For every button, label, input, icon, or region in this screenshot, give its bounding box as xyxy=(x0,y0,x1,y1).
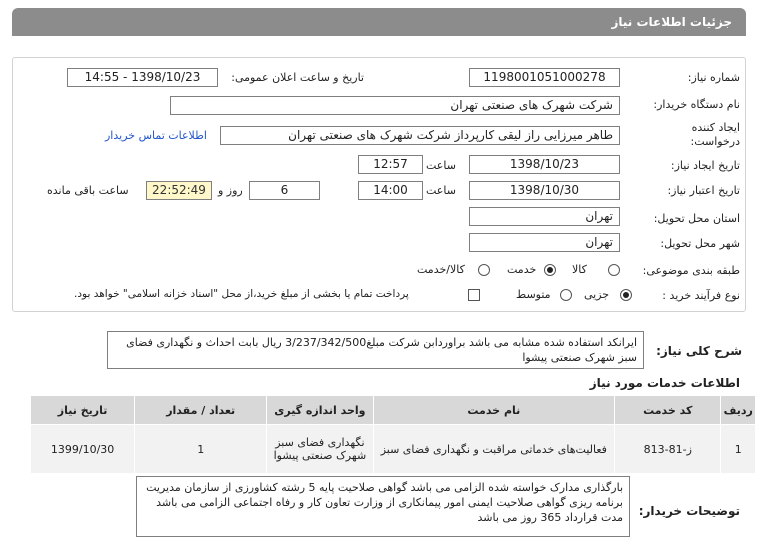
creator-label: ایجاد کننده درخواست: xyxy=(690,121,740,148)
cell-code: ز-81-813 xyxy=(615,425,721,474)
province-field: تهران xyxy=(469,207,620,226)
category-option-goods: کالا xyxy=(572,263,587,276)
category-radio-service[interactable] xyxy=(544,264,556,276)
cell-unit: نگهداری فضای سبز شهرک صنعتی پیشوا xyxy=(267,425,373,474)
summary-label: شرح کلی نیاز: xyxy=(656,344,742,358)
buyer-org-label: نام دستگاه خریدار: xyxy=(653,98,740,111)
col-header-row: ردیف xyxy=(721,396,756,425)
summary-text: ایرانکد استفاده شده مشابه می باشد براوردابن شرکت مبلغ3/237/342/500 ریال بابت احداث و نگهداری فضای سبز شهرک صنعتی پیشوا xyxy=(107,331,644,369)
treasury-checkbox[interactable] xyxy=(468,289,480,301)
services-table xyxy=(30,395,756,474)
created-time-label: ساعت xyxy=(426,159,456,172)
remaining-time-field: 22:52:49 xyxy=(146,181,212,200)
cell-date: 1399/10/30 xyxy=(31,425,135,474)
buyer-contact-link[interactable]: اطلاعات تماس خریدار xyxy=(105,129,207,142)
created-date-label: تاریخ ایجاد نیاز: xyxy=(670,159,740,172)
col-header-unit: واحد اندازه گیری xyxy=(267,396,373,425)
buyer-org-field: شرکت شهرک های صنعتی تهران xyxy=(170,96,620,115)
created-date-field: 1398/10/23 xyxy=(469,155,620,174)
process-option-minor: جزیی xyxy=(584,288,610,301)
process-radio-minor[interactable] xyxy=(620,289,632,301)
city-label: شهر محل تحویل: xyxy=(660,237,740,250)
treasury-note: پرداخت تمام یا بخشی از مبلغ خرید،از محل "اسناد خزانه اسلامی" خواهد بود. xyxy=(74,288,409,300)
city-field: تهران xyxy=(469,233,620,252)
announce-label: تاریخ و ساعت اعلان عمومی: xyxy=(231,71,364,84)
valid-date-label: تاریخ اعتبار نیاز: xyxy=(667,184,740,197)
valid-date-field: 1398/10/30 xyxy=(469,181,620,200)
cell-row: 1 xyxy=(721,425,756,474)
category-option-service: خدمت xyxy=(507,263,537,276)
cell-qty: 1 xyxy=(135,425,267,474)
col-header-code: کد خدمت xyxy=(615,396,721,425)
page-title: جزئیات اطلاعات نیاز xyxy=(12,8,746,36)
category-radio-goods[interactable] xyxy=(608,264,620,276)
table-row xyxy=(31,425,756,474)
days-label: روز و xyxy=(218,184,243,197)
process-radio-medium[interactable] xyxy=(560,289,572,301)
need-number-field: 1198001051000278 xyxy=(469,68,620,87)
col-header-date: تاریخ نیاز xyxy=(31,396,135,425)
need-number-label: شماره نیاز: xyxy=(687,71,740,84)
valid-time-label: ساعت xyxy=(426,184,456,197)
province-label: استان محل تحویل: xyxy=(653,212,740,225)
process-label: نوع فرآیند خرید : xyxy=(662,289,740,302)
creator-field: طاهر میرزایی راز لیقی کارپرداز شرکت شهرک های صنعتی تهران xyxy=(220,126,620,145)
col-header-qty: تعداد / مقدار xyxy=(135,396,267,425)
days-field: 6 xyxy=(249,181,320,200)
created-time-field: 12:57 xyxy=(358,155,423,174)
process-option-medium: متوسط xyxy=(516,288,551,301)
valid-time-field: 14:00 xyxy=(358,181,423,200)
category-label: طبقه بندی موضوعی: xyxy=(642,264,740,277)
remaining-label: ساعت باقی مانده xyxy=(47,184,129,197)
col-header-name: نام خدمت xyxy=(373,396,615,425)
announce-field: 1398/10/23 - 14:55 xyxy=(67,68,218,87)
category-option-goods-service: کالا/خدمت xyxy=(417,263,465,276)
services-title: اطلاعات خدمات مورد نیاز xyxy=(589,376,740,390)
category-radio-goods-service[interactable] xyxy=(478,264,490,276)
notes-label: توضیحات خریدار: xyxy=(638,504,740,518)
notes-text: بارگذاری مدارک خواسته شده الزامی می باشد گواهی صلاحیت پایه 5 رشته کشاورزی از سازمان مدیریت برنامه ریزی گواهی صلاحیت ایمنی امور پیمانکاری از وزارت تعاون کار و رفاه اجتماعی الزامی می باشد مدت قرارداد 365 روز می باشد xyxy=(136,476,630,537)
cell-name: فعالیت‌های خدماتی مراقبت و نگهداری فضای سبز xyxy=(373,425,615,474)
